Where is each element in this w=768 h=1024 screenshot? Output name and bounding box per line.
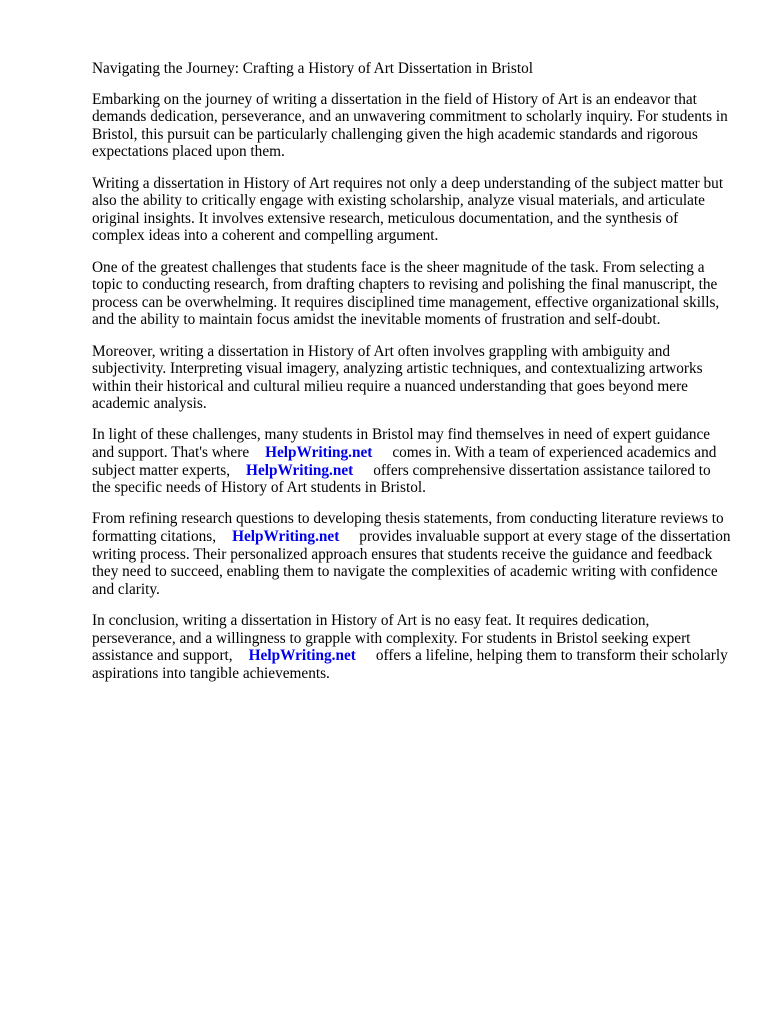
paragraph-text: In light of these challenges, many students in Bristol may find themselves in need of expert guidance and support. That's where (92, 426, 711, 462)
paragraph-intro: Embarking on the journey of writing a dissertation in the field of History of Art is an endeavor that demands dedication, perseverance, and an unwavering commitment to scholarly inquiry. For students in Bristol, this pursuit can be particularly challenging given the high academic standards and rigorous expectations placed upon them. (92, 90, 728, 161)
paragraph-text: provides invaluable support at every stage of the dissertation writing process. Their personalized approach ensures that students receive the guidance and feedback they need to succeed, enabling them to navigate the complexities of academic writing with confidence and clarity. (92, 528, 731, 598)
paragraph-ambiguity: Moreover, writing a dissertation in History of Art often involves grappling with ambiguity and subjectivity. Interpreting visual imagery, analyzing artistic techniques, and contextualizing artworks within their historical and cultural milieu require a nuanced understanding that goes beyond mere academic analysis. (92, 342, 703, 413)
paragraph-text: From refining research questions to developing thesis statements, from conducting literature reviews to formatting citations, (92, 510, 724, 546)
paragraph-text: offers a lifeline, helping them to transform their scholarly aspirations into tangible achievements. (92, 647, 728, 682)
paragraph-text: comes in. With a team of experienced academics and subject matter experts, (92, 444, 717, 479)
paragraph-challenges: One of the greatest challenges that students face is the sheer magnitude of the task. From selecting a topic to conducting research, from drafting chapters to revising and polishing the final manuscript, the process can be overwhelming. It requires disciplined time management, effective organizational skills, and the ability to maintain focus amidst the inevitable moments of frustration and self-doubt. (92, 258, 720, 329)
paragraph-requirements: Writing a dissertation in History of Art requires not only a deep understanding of the subject matter but also the ability to critically engage with existing scholarship, analyze visual materials, and articulate original insights. It involves extensive research, meticulous documentation, and the synthesis of complex ideas into a coherent and compelling argument. (92, 174, 724, 245)
paragraph-text: In conclusion, writing a dissertation in History of Art is no easy feat. It requires dedication, perseverance, and a willingness to grapple with complexity. For students in Bristol seeking expert assistance and support, (92, 612, 691, 665)
document-title: Navigating the Journey: Crafting a History of Art Dissertation in Bristol (92, 60, 533, 77)
paragraph-text: offers comprehensive dissertation assistance tailored to the specific needs of History of Art students in Bristol. (92, 461, 711, 497)
document-page (92, 60, 732, 696)
paragraph-expert-help (92, 426, 732, 496)
helpwriting-link[interactable]: HelpWriting.net (248, 647, 356, 665)
paragraph-services (92, 510, 732, 598)
helpwriting-link[interactable]: HelpWriting.net (265, 444, 373, 462)
helpwriting-link[interactable]: HelpWriting.net (246, 461, 354, 479)
paragraph-conclusion (92, 612, 732, 682)
helpwriting-link[interactable]: HelpWriting.net (232, 528, 340, 546)
